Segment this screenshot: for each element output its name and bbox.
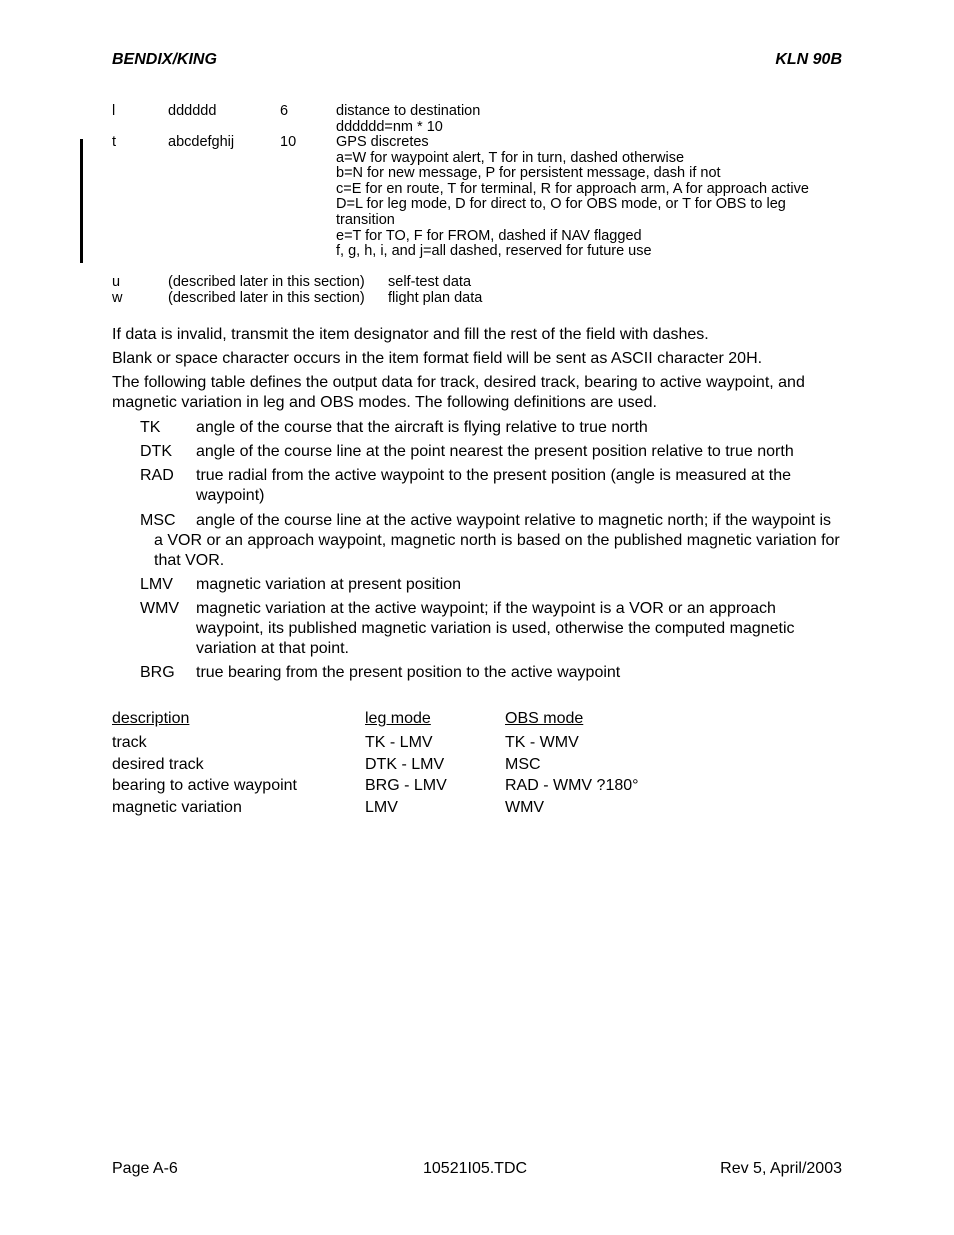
item-designator: w	[112, 290, 123, 306]
definition-text: true radial from the active waypoint to the present position (angle is measured at the waypoint)	[196, 467, 791, 504]
definition-abbr: BRG	[140, 664, 175, 681]
definition-text: magnetic variation at present position	[196, 576, 462, 593]
header-description: description	[112, 710, 190, 727]
table-cell: track	[112, 734, 147, 751]
definition-abbr: MSC	[140, 512, 176, 529]
table-cell: bearing to active waypoint	[112, 777, 297, 794]
definition-dtk	[140, 442, 844, 462]
format-item-l	[112, 104, 852, 136]
definition-rad	[140, 466, 844, 506]
definition-abbr: TK	[140, 419, 161, 436]
definition-abbr: RAD	[140, 467, 174, 484]
header-right: KLN 90B	[775, 51, 842, 68]
footer-document-id: 10521I05.TDC	[423, 1160, 528, 1177]
footer-revision: Rev 5, April/2003	[720, 1160, 842, 1177]
table-cell: BRG - LMV	[365, 777, 447, 794]
definition-abbr: LMV	[140, 576, 173, 593]
table-cell: WMV	[505, 798, 545, 816]
table-cell: magnetic variation	[112, 798, 242, 816]
item-description: distance to destination dddddd=nm * 10	[336, 103, 481, 135]
footer-page-number: Page A-6	[112, 1160, 178, 1177]
format-item-u	[112, 275, 852, 291]
item-format: dddddd	[168, 103, 217, 119]
paragraph-blank-character: Blank or space character occurs in the item format field will be sent as ASCII character 20H.	[112, 350, 763, 367]
definition-text: angle of the course line at the active waypoint relative to magnetic north; if the waypoint is a VOR or an approach waypoint, magnetic north is based on the published magnetic variation for that VOR.	[154, 512, 840, 569]
table-cell: TK - LMV	[365, 734, 433, 751]
item-description: self-test data	[388, 274, 472, 290]
table-cell: DTK - LMV	[365, 755, 445, 773]
item-length: 10	[280, 134, 297, 150]
table-cell: LMV	[365, 798, 398, 816]
item-designator: t	[112, 134, 117, 150]
item-format: (described later in this section)	[168, 274, 365, 290]
table-cell: desired track	[112, 755, 204, 773]
definition-brg	[140, 663, 844, 683]
definition-text: angle of the course line at the point nearest the present position relative to true north	[196, 443, 794, 460]
item-designator: u	[112, 274, 121, 290]
definition-tk	[140, 418, 844, 438]
table-cell: TK - WMV	[505, 734, 579, 751]
format-item-w	[112, 291, 852, 307]
paragraph-table-intro: The following table defines the output data for track, desired track, bearing to active waypoint, and magnetic variation in leg and OBS modes. The following definitions are used.	[112, 374, 805, 411]
definition-text: true bearing from the present position to the active waypoint	[196, 664, 621, 681]
definition-msc	[140, 511, 844, 571]
header-leg-mode: leg mode	[365, 710, 431, 727]
revision-change-bar	[80, 139, 83, 263]
item-description: GPS discretes a=W for waypoint alert, T for in turn, dashed otherwise b=N for new message, P for persistent message, dash if not c=E for en route, T for terminal, R for approach arm, A for approach active D=L for leg mode, D for direct to, O for OBS mode, or T for OBS to leg transition e=T for TO, F for FROM, dashed if NAV flagged f, g, h, i, and j=all dashed, reserved for future use	[336, 134, 809, 260]
item-designator: l	[112, 103, 116, 119]
definition-abbr: DTK	[140, 443, 172, 460]
item-format: abcdefghij	[168, 134, 235, 150]
table-cell: MSC	[505, 755, 541, 773]
definition-text: magnetic variation at the active waypoint; if the waypoint is a VOR or an approach waypoint, its published magnetic variation is used, otherwise the computed magnetic variation at that point.	[196, 600, 795, 657]
definition-abbr: WMV	[140, 600, 180, 617]
table-cell: RAD - WMV ?180°	[505, 777, 639, 794]
item-length: 6	[280, 103, 289, 119]
format-item-t	[112, 135, 852, 263]
definition-wmv	[140, 599, 844, 659]
header-obs-mode: OBS mode	[505, 710, 584, 727]
paragraph-invalid-data: If data is invalid, transmit the item designator and fill the rest of the field with dashes.	[112, 326, 709, 343]
item-description: flight plan data	[388, 290, 483, 306]
item-format: (described later in this section)	[168, 290, 365, 306]
header-left: BENDIX/KING	[112, 51, 217, 68]
definition-lmv	[140, 575, 844, 595]
definition-text: angle of the course that the aircraft is flying relative to true north	[196, 419, 648, 436]
